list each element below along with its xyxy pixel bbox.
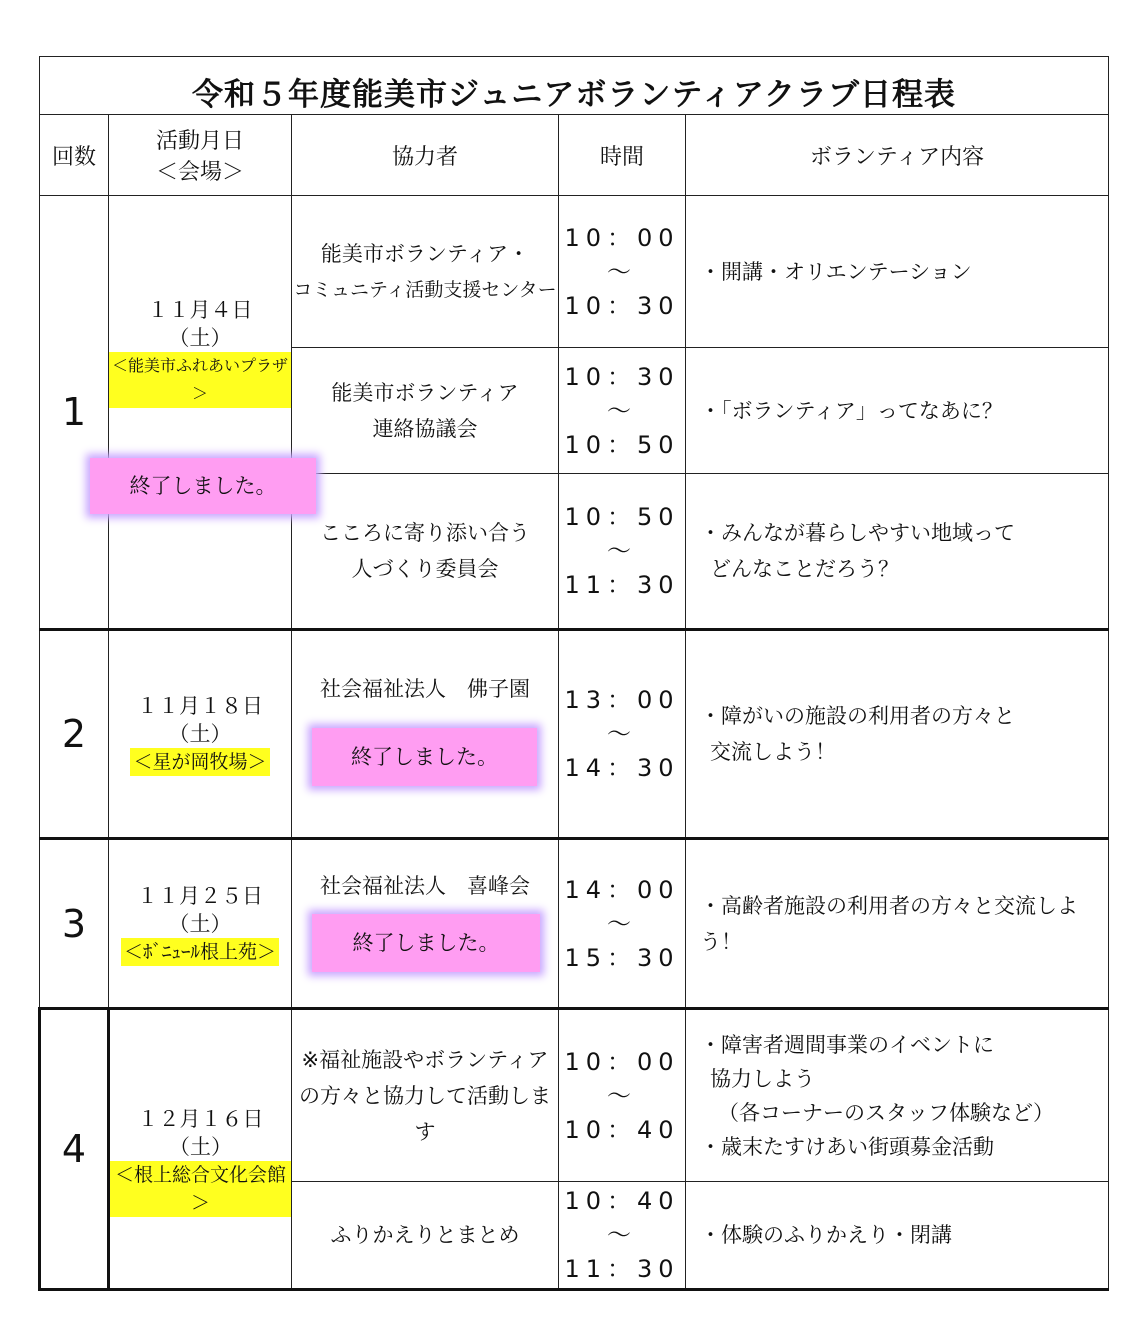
- cooperator-line: こころに寄り添い合う: [320, 521, 530, 545]
- time-start: 10：00: [564, 1047, 680, 1076]
- time-cell: [559, 474, 686, 630]
- header-time-label: 時間: [599, 144, 644, 170]
- content-cell: [686, 474, 1109, 630]
- cooperator-cell: [292, 196, 559, 348]
- ended-label: 終了しました。: [129, 474, 277, 498]
- cooperator-line: 連絡協議会: [372, 416, 478, 441]
- session-3-row-1: [40, 839, 1109, 1009]
- header-cooperator-label: 協力者: [391, 144, 458, 170]
- cooperator-cell: [292, 474, 559, 630]
- session-3-number: [40, 839, 109, 1009]
- header-count-label: 回数: [51, 144, 96, 170]
- header-row: [40, 115, 1109, 196]
- content-cell: [686, 630, 1109, 839]
- page-title: 令和５年度能美市ジュニアボランティアクラブ日程表: [192, 77, 956, 113]
- header-venue-label: ＜会場＞: [155, 160, 244, 185]
- content-cell: [686, 1009, 1109, 1182]
- cooperator-line: ふりかえりとまとめ: [330, 1223, 520, 1247]
- content-line: ・「ボランティア」ってなあに？: [700, 398, 1003, 423]
- time-start: 13：00: [564, 686, 680, 714]
- session-1-row-1: [40, 196, 1109, 348]
- session-venue: ＜星が岡牧場＞: [130, 748, 269, 776]
- schedule-sheet: [38, 56, 1107, 1296]
- ended-stamp-session-3: [312, 914, 540, 972]
- session-venue: ＜根上総合文化会館＞: [110, 1161, 291, 1217]
- session-4-date: [109, 1009, 292, 1290]
- time-start: 14：00: [564, 875, 680, 904]
- session-number: 2: [61, 712, 87, 756]
- content-cell: [686, 839, 1109, 1009]
- session-3-date: [109, 839, 292, 1009]
- session-venue: ＜能美市ふれあいプラザ＞: [109, 352, 291, 408]
- cooperator-line: 社会福祉法人 佛子園: [320, 677, 530, 701]
- time-start: 10：40: [564, 1187, 680, 1215]
- time-cell: [559, 839, 686, 1009]
- cooperator-line: の方々と協力して活動します: [299, 1083, 551, 1144]
- ended-stamp-session-1: [90, 458, 316, 514]
- content-line: ・体験のふりかえり・閉講: [700, 1223, 952, 1247]
- content-line: （各コーナーのスタッフ体験など）: [718, 1100, 1054, 1125]
- time-start: 10：00: [564, 223, 680, 252]
- time-end: 10：40: [564, 1115, 680, 1144]
- ended-label: 終了しました。: [351, 745, 498, 769]
- content-line: ・障害者週間事業のイベントに: [700, 1032, 994, 1057]
- time-start: 10：30: [564, 362, 680, 391]
- session-4-row-1: [40, 1009, 1109, 1182]
- session-number: 3: [61, 901, 87, 946]
- cooperator-cell: [292, 1182, 559, 1290]
- content-line: ・歳末たすけあい街頭募金活動: [700, 1134, 994, 1159]
- time-cell: [559, 196, 686, 348]
- header-content: [686, 115, 1109, 196]
- time-cell: [559, 1009, 686, 1182]
- cooperator-line: 能美市ボランティア: [331, 380, 519, 405]
- time-end: 11：30: [564, 571, 680, 599]
- session-date: １２月１６日: [137, 1107, 264, 1131]
- time-sep: ～: [607, 720, 637, 748]
- time-sep: ～: [607, 396, 637, 425]
- time-cell: [559, 348, 686, 474]
- header-date: [109, 115, 292, 196]
- header-date-label: 活動月日: [155, 129, 244, 154]
- session-1-date: [109, 196, 292, 630]
- session-4-number: [40, 1009, 109, 1290]
- session-weekday: （土）: [168, 722, 232, 746]
- time-sep: ～: [607, 1081, 637, 1110]
- session-number: 4: [61, 1127, 87, 1171]
- time-end: 10：30: [564, 291, 680, 320]
- time-start: 10：50: [564, 503, 680, 531]
- header-count: [40, 115, 109, 196]
- time-sep: ～: [607, 909, 637, 938]
- session-venue: ＜ﾎﾞﾆｭｰﾙ根上苑＞: [121, 938, 279, 966]
- session-weekday: （土）: [168, 326, 232, 350]
- session-date: １１月２５日: [137, 883, 263, 908]
- time-end: 10：50: [564, 430, 680, 459]
- content-cell: [686, 196, 1109, 348]
- time-end: 11：30: [564, 1255, 680, 1283]
- session-1-number: [40, 196, 109, 630]
- cooperator-line: 能美市ボランティア・: [320, 241, 530, 266]
- content-line: 協力しよう: [710, 1066, 815, 1091]
- cooperator-line: コミュニティ活動支援センター: [293, 278, 557, 301]
- header-content-label: ボランティア内容: [809, 144, 985, 170]
- content-line: どんなことだろう？: [710, 557, 899, 581]
- content-cell: [686, 348, 1109, 474]
- time-sep: ～: [607, 537, 637, 565]
- session-date: １１月１８日: [137, 694, 263, 718]
- ended-label: 終了しました。: [352, 931, 500, 955]
- time-cell: [559, 630, 686, 839]
- time-end: 14：30: [564, 754, 680, 782]
- header-time: [559, 115, 686, 196]
- cooperator-line: 人づくり委員会: [351, 557, 499, 581]
- content-line: ・障がいの施設の利用者の方々と: [700, 704, 1015, 728]
- header-cooperator: [292, 115, 559, 196]
- cooperator-line: 社会福祉法人 喜峰会: [320, 874, 530, 898]
- session-2-number: [40, 630, 109, 839]
- time-sep: ～: [607, 257, 637, 286]
- content-line: 交流しよう！: [710, 740, 836, 764]
- schedule-table: [38, 56, 1109, 1291]
- ended-stamp-session-2: [312, 728, 537, 786]
- content-cell: [686, 1182, 1109, 1290]
- session-date: １１月４日: [147, 298, 253, 322]
- session-weekday: （土）: [168, 911, 232, 936]
- session-2-date: [109, 630, 292, 839]
- session-number: 1: [61, 390, 87, 434]
- cooperator-cell: [292, 348, 559, 474]
- cooperator-line: ※福祉施設やボランティア: [301, 1047, 549, 1072]
- content-line: ・みんなが暮らしやすい地域って: [700, 521, 1015, 545]
- session-weekday: （土）: [169, 1135, 232, 1159]
- time-cell: [559, 1182, 686, 1290]
- cooperator-cell: [292, 1009, 559, 1182]
- title-cell: [40, 57, 1109, 115]
- session-2-row-1: [40, 630, 1109, 839]
- content-line: ・開講・オリエンテーション: [700, 259, 972, 284]
- content-line: ・高齢者施設の利用者の方々と交流しよう！: [700, 893, 1078, 954]
- time-end: 15：30: [564, 943, 680, 972]
- time-sep: ～: [607, 1221, 637, 1249]
